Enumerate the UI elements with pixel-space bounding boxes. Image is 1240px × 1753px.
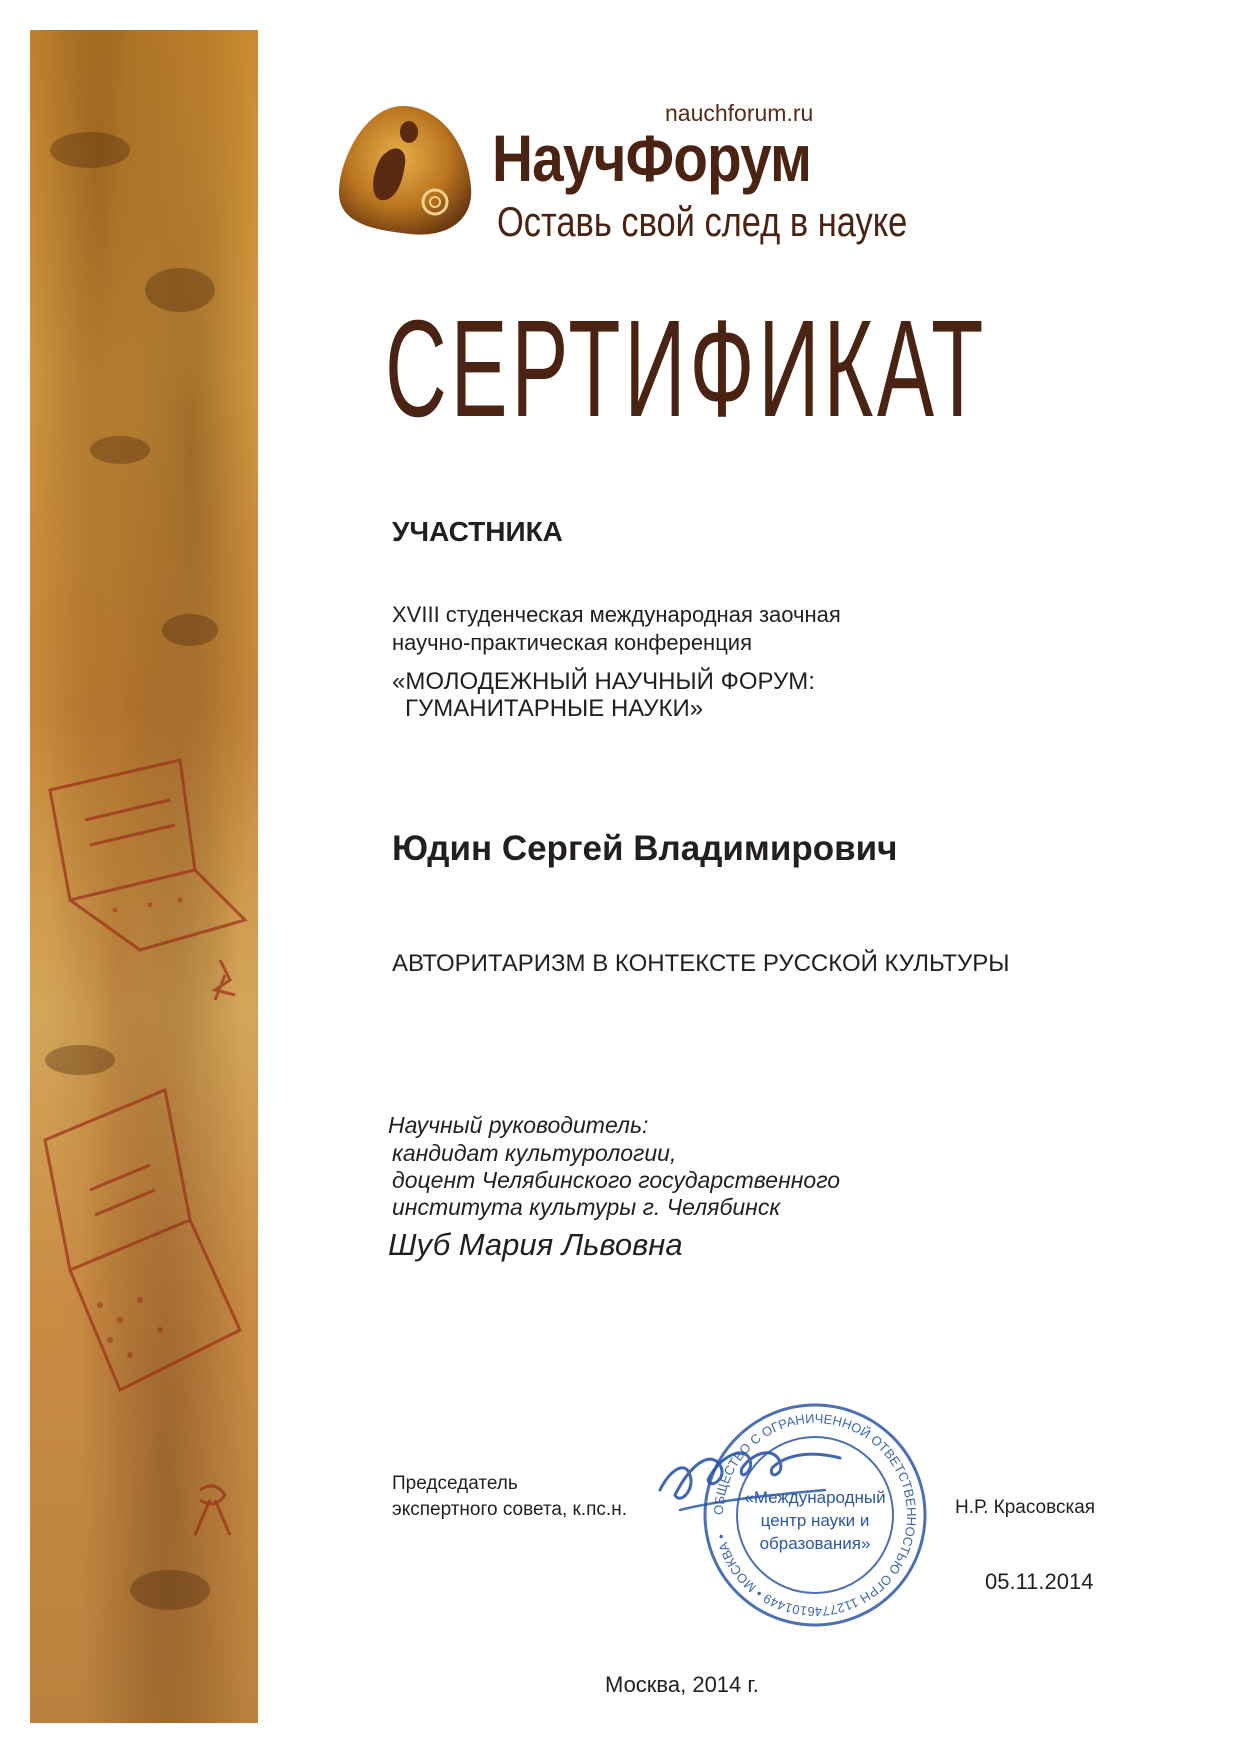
rock-art-drawings	[30, 30, 258, 1723]
footprint-logo-icon	[335, 102, 475, 242]
signatory-name: Н.Р. Красовская	[955, 1497, 1096, 1518]
supervisor-name: Шуб Мария Львовна	[388, 1227, 683, 1262]
stamp-center-line-2: центр науки и	[760, 1511, 870, 1530]
logo-slogan: Оставь свой след в науке	[497, 198, 908, 245]
conference-line-1: XVIII студенческая международная заочная	[392, 602, 841, 627]
conference-line-2: научно-практическая конференция	[392, 630, 753, 655]
stamp-ring-text: ОБЩЕСТВО С ОГРАНИЧЕННОЙ ОТВЕТСТВЕННОСТЬЮ ОГРН 1127746101449 • МОСКВА •	[710, 1410, 920, 1620]
supervisor-label: Научный руководитель:	[388, 1112, 649, 1138]
forum-title-line-2: ГУМАНИТАРНЫЕ НАУКИ»	[405, 695, 704, 722]
handwritten-signature	[650, 1420, 850, 1530]
supervisor-degree: кандидат культурологии,	[392, 1140, 677, 1166]
logo-url: nauchforum.ru	[665, 100, 814, 126]
supervisor-position-line-2: института культуры г. Челябинск	[392, 1194, 781, 1220]
participant-name: Юдин Сергей Владимирович	[392, 829, 898, 868]
forum-title-line-1: «МОЛОДЕЖНЫЙ НАУЧНЫЙ ФОРУМ:	[392, 668, 815, 695]
supervisor-position-line-1: доцент Челябинского государственного	[392, 1167, 841, 1193]
signatory-title-line-1: Председатель	[392, 1473, 518, 1494]
participant-label: УЧАСТНИКА	[392, 516, 563, 547]
report-topic: АВТОРИТАРИЗМ В КОНТЕКСТЕ РУССКОЙ КУЛЬТУРЫ	[392, 950, 1010, 977]
logo-name: НаучФорум	[492, 121, 812, 195]
decorative-side-band	[30, 30, 258, 1723]
certificate-title: СЕРТИФИКАТ	[385, 292, 988, 446]
stamp-center-line-1: «Международный	[744, 1488, 886, 1507]
issue-date: 05.11.2014	[985, 1569, 1094, 1594]
signatory-title-line-2: экспертного совета, к.пс.н.	[392, 1499, 627, 1520]
issue-place: Москва, 2014 г.	[605, 1672, 759, 1697]
stamp-center-line-3: образования»	[759, 1534, 871, 1553]
